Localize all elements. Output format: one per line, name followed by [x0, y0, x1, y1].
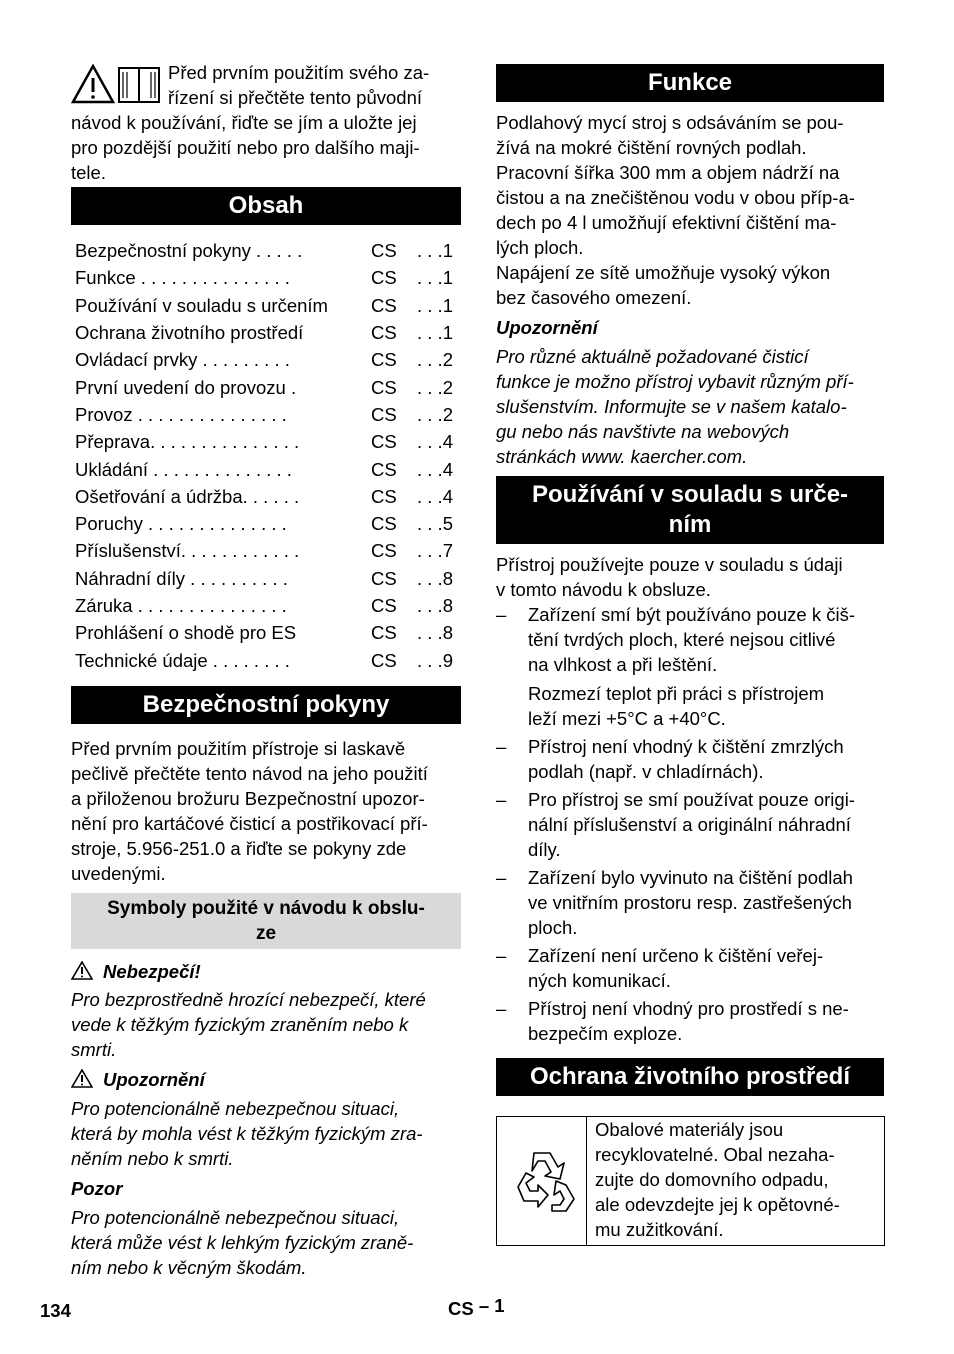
- intro-line: tele.: [71, 162, 106, 183]
- text-line: Napájení ze sítě umožňuje vysoký výkon: [496, 262, 831, 283]
- symbols-subheading: [71, 893, 461, 949]
- list-item: [496, 865, 884, 940]
- toc-row: [71, 428, 461, 455]
- text-line: žívá na mokré čištění rovných podlah.: [496, 137, 807, 158]
- usage-list: [496, 734, 884, 1046]
- text-line: ve vnitřním prostoru resp. zastřešených: [528, 892, 852, 913]
- toc-lang: CS: [371, 649, 397, 671]
- text-line: Pro přístroj se smí používat pouze origi-: [528, 789, 855, 810]
- list-item: [496, 943, 884, 993]
- text-line: Rozmezí teplot při práci s přístrojem: [528, 683, 825, 704]
- text-line: slušenstvím. Informujte se v našem katalo-: [496, 396, 847, 417]
- toc-lang: CS: [371, 349, 397, 371]
- toc-row: [71, 373, 461, 400]
- toc-page: . . .2: [417, 349, 453, 371]
- usage-list: [496, 602, 884, 677]
- text-line: nální příslušenství a originální náhradní: [528, 814, 851, 835]
- warning-label: Upozornění: [103, 1068, 205, 1090]
- language-code: CS: [448, 1298, 474, 1319]
- warning-label-row: [71, 1067, 461, 1092]
- list-item: [496, 734, 884, 784]
- warning-manual-icon: [71, 64, 163, 106]
- intro-notice: [71, 60, 461, 187]
- text-line: nění pro kartáčové čisticí a postřikovací pří-: [71, 812, 428, 834]
- text-line: Přístroj není vhodný pro prostředí s ne-: [528, 998, 849, 1019]
- toc-lang: CS: [371, 376, 397, 398]
- recycle-icon: [504, 1143, 580, 1219]
- pouzivani-heading-line: ním: [668, 511, 712, 538]
- toc-title: Prohlášení o shodě pro ES: [75, 622, 297, 644]
- text-line: stránkách www. kaercher.com.: [496, 446, 748, 467]
- page-code: [448, 1296, 505, 1321]
- toc-page: . . .1: [417, 267, 453, 289]
- recycle-icon-cell: [497, 1117, 587, 1245]
- toc-row: [71, 401, 461, 428]
- toc-lang: CS: [371, 458, 397, 480]
- text-line: gu nebo nás navštivte na webových: [496, 421, 790, 442]
- right-column: [496, 64, 884, 1246]
- list-dash: –: [496, 945, 507, 966]
- text-line: na vlhkost a při leštění.: [528, 654, 718, 675]
- toc-lang: CS: [371, 540, 397, 562]
- toc-lang: CS: [371, 513, 397, 535]
- text-line: Obalové materiály jsou: [595, 1119, 784, 1140]
- text-line: dech po 4 l umožňují efektivní čištění ma-: [496, 212, 837, 233]
- text-line: Zařízení smí být používáno pouze k čiš-: [528, 604, 855, 625]
- toc-title: Poruchy . . . . . . . . . . . . . .: [75, 513, 287, 535]
- text-line: Zařízení není určeno k čištění veřej-: [528, 945, 824, 966]
- caution-text: [71, 1205, 461, 1280]
- toc-page: . . .7: [417, 540, 453, 562]
- toc-row: [71, 292, 461, 319]
- toc-page: . . .1: [417, 240, 453, 262]
- section-page: – 1: [478, 1295, 505, 1316]
- text-line: Podlahový mycí stroj s odsáváním se pou-: [496, 112, 844, 133]
- text-line: bezpečím exploze.: [528, 1023, 683, 1044]
- pouzivani-heading-line: Používání v souladu s urče-: [531, 481, 849, 508]
- text-line: Pro potencionálně nebezpečnou situaci,: [71, 1097, 400, 1119]
- text-line: podlah (např. v chladírnách).: [528, 761, 764, 782]
- temperature-note: [496, 681, 884, 731]
- toc-title: Přeprava. . . . . . . . . . . . . . .: [75, 431, 300, 453]
- funkce-text: [496, 110, 884, 310]
- warning-triangle-icon: [71, 1069, 93, 1088]
- list-dash: –: [496, 604, 507, 625]
- funkce-note-text: [496, 344, 884, 469]
- toc-lang: CS: [371, 294, 397, 316]
- toc-lang: CS: [371, 567, 397, 589]
- text-line: něním nebo k smrti.: [71, 1147, 234, 1169]
- toc-lang: CS: [371, 431, 397, 453]
- toc-title: První uvedení do provozu .: [75, 376, 297, 398]
- text-line: recyklovatelné. Obal nezaha-: [595, 1144, 835, 1165]
- pouzivani-intro: [496, 552, 884, 602]
- toc-lang: CS: [371, 485, 397, 507]
- text-line: bez časového omezení.: [496, 287, 692, 308]
- text-line: stroje, 5.956-251.0 a řiďte se pokyny zde: [71, 837, 407, 859]
- toc-page: . . .8: [417, 622, 453, 644]
- intro-line: řízení si přečtěte tento původní: [168, 87, 423, 108]
- text-line: Pro potencionálně nebezpečnou situaci,: [71, 1206, 400, 1228]
- text-line: Pro bezprostředně hrozící nebezpečí, které: [71, 988, 426, 1010]
- toc-title: Ukládání . . . . . . . . . . . . . .: [75, 458, 292, 480]
- toc-row: [71, 237, 461, 264]
- bezpecnost-text: [71, 736, 461, 886]
- toc-lang: CS: [371, 267, 397, 289]
- recycling-box: [496, 1116, 885, 1246]
- text-line: ných komunikací.: [528, 970, 671, 991]
- text-line: lých ploch.: [496, 237, 584, 258]
- toc-page: . . .4: [417, 431, 453, 453]
- symbols-subheading-line: ze: [255, 922, 277, 944]
- toc-title: Ošetřování a údržba. . . . . .: [75, 485, 300, 507]
- text-line: ale odevzdejte jej k opětovné-: [595, 1194, 840, 1215]
- text-line: v tomto návodu k obsluze.: [496, 579, 711, 600]
- toc-page: . . .1: [417, 294, 453, 316]
- toc-row: [71, 565, 461, 592]
- toc-lang: CS: [371, 622, 397, 644]
- toc-page: . . .2: [417, 376, 453, 398]
- page-number: 134: [40, 1300, 71, 1321]
- warning-text: [71, 1096, 461, 1171]
- list-item: [496, 787, 884, 862]
- toc-title: Záruka . . . . . . . . . . . . . . .: [75, 595, 287, 616]
- toc-lang: CS: [371, 403, 397, 425]
- intro-line: pro pozdější použití nebo pro dalšího maji-: [71, 137, 420, 158]
- toc-title: Ochrana životního prostředí: [75, 322, 304, 344]
- danger-label: Nebezpečí!: [103, 960, 201, 982]
- list-item: [496, 602, 884, 677]
- text-line: ním nebo k věcným škodám.: [71, 1256, 307, 1278]
- funkce-note-label: Upozornění: [496, 317, 598, 338]
- bezpecnost-heading: Bezpečnostní pokyny: [71, 686, 461, 724]
- toc-page: . . .4: [417, 485, 453, 507]
- toc-row: [71, 483, 461, 510]
- toc-page: . . .5: [417, 513, 453, 535]
- list-dash: –: [496, 867, 507, 888]
- toc-row: [71, 592, 461, 619]
- text-line: funkce je možno přístroj vybavit různým pří-: [496, 371, 854, 392]
- text-line: která by mohla vést k těžkým fyzickým zra-: [71, 1122, 423, 1144]
- text-line: smrti.: [71, 1038, 117, 1060]
- toc-title: Bezpečnostní pokyny . . . . .: [75, 240, 303, 262]
- toc-page: . . .1: [417, 322, 453, 344]
- text-line: vede k těžkým fyzickým zraněním nebo k: [71, 1013, 409, 1035]
- text-line: Přístroj používejte pouze v souladu s údaji: [496, 554, 843, 575]
- toc-lang: CS: [371, 322, 397, 344]
- list-dash: –: [496, 998, 507, 1019]
- text-line: mu zužitkování.: [595, 1219, 724, 1240]
- ochrana-heading: Ochrana životního prostředí: [496, 1058, 884, 1096]
- warning-triangle-icon: [71, 961, 93, 980]
- toc-row: [71, 264, 461, 291]
- text-line: uvedenými.: [71, 862, 166, 884]
- symbols-subheading-line: Symboly použité v návodu k obslu-: [107, 897, 425, 919]
- text-line: která může vést k lehkým fyzickým zraně-: [71, 1231, 414, 1253]
- text-line: a přiloženou brožuru Bezpečnostní upozor-: [71, 787, 425, 809]
- text-line: pečlivě přečtěte tento návod na jeho použití: [71, 762, 428, 784]
- text-line: díly.: [528, 839, 561, 860]
- danger-label-row: [71, 959, 461, 984]
- toc-title: Náhradní díly . . . . . . . . . .: [75, 567, 288, 589]
- funkce-heading: Funkce: [496, 64, 884, 102]
- text-line: Pracovní šířka 300 mm a objem nádrží na: [496, 162, 840, 183]
- text-line: Před prvním použitím přístroje si laskavě: [71, 737, 406, 759]
- toc-row: [71, 537, 461, 564]
- text-line: zujte do domovního odpadu,: [595, 1169, 829, 1190]
- toc-row: [71, 319, 461, 346]
- text-line: Přístroj není vhodný k čištění zmrzlých: [528, 736, 844, 757]
- toc-title: Příslušenství. . . . . . . . . . . .: [75, 540, 300, 562]
- toc-page: . . .2: [417, 403, 453, 425]
- toc-page: . . .8: [417, 595, 453, 616]
- intro-line: Před prvním použitím svého za-: [168, 62, 430, 83]
- list-dash: –: [496, 789, 507, 810]
- toc-title: Ovládací prvky . . . . . . . . .: [75, 349, 290, 371]
- toc-row: [71, 510, 461, 537]
- toc-title: Funkce . . . . . . . . . . . . . . .: [75, 267, 290, 289]
- recycling-text: [587, 1117, 848, 1245]
- toc-page: . . .4: [417, 458, 453, 480]
- toc-lang: CS: [371, 240, 397, 262]
- toc-page: . . .8: [417, 567, 453, 589]
- list-dash: –: [496, 736, 507, 757]
- text-line: ploch.: [528, 917, 578, 938]
- table-of-contents: [71, 237, 461, 674]
- toc-row: [71, 646, 461, 673]
- intro-line: návod k používání, řiďte se jím a uložte jej: [71, 112, 417, 133]
- toc-title: Provoz . . . . . . . . . . . . . . .: [75, 403, 287, 425]
- list-item: [496, 996, 884, 1046]
- obsah-heading: Obsah: [71, 187, 461, 225]
- text-line: leží mezi +5°C a +40°C.: [528, 708, 726, 729]
- text-line: Pro různé aktuálně požadované čisticí: [496, 346, 809, 367]
- danger-text: [71, 987, 461, 1062]
- toc-row: [71, 619, 461, 646]
- left-column: [71, 60, 461, 1280]
- pouzivani-heading: [496, 476, 884, 544]
- text-line: čistou a na znečištěnou vodu v obou příp-a-: [496, 187, 855, 208]
- toc-page: . . .9: [417, 649, 453, 671]
- toc-row: [71, 455, 461, 482]
- text-line: tění tvrdých ploch, které nejsou citlivé: [528, 629, 836, 650]
- caution-label: Pozor: [71, 1177, 123, 1199]
- text-line: Zařízení bylo vyvinuto na čištění podlah: [528, 867, 853, 888]
- toc-title: Technické údaje . . . . . . . .: [75, 649, 290, 671]
- toc-title: Používání v souladu s určením: [75, 294, 328, 316]
- toc-lang: CS: [371, 595, 397, 616]
- toc-row: [71, 346, 461, 373]
